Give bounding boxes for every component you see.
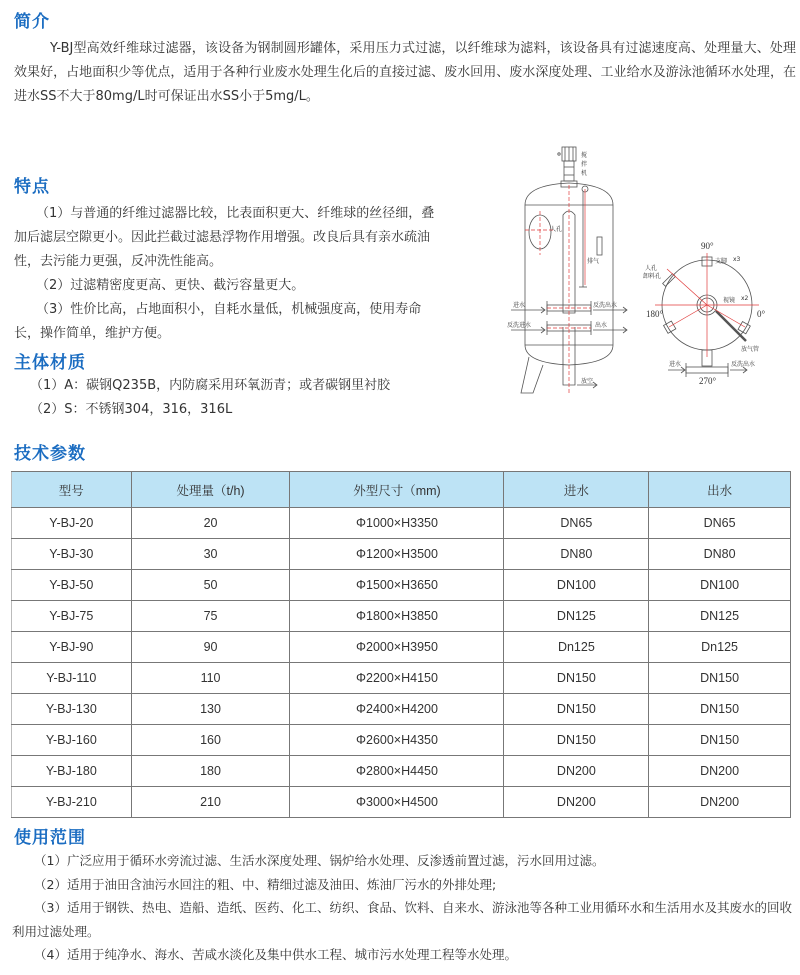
cell-model: Y-BJ-160 (12, 725, 132, 756)
materials-title: 主体材质 (14, 353, 86, 373)
label-support: 支脚 (715, 258, 728, 265)
air-pipe (716, 311, 746, 341)
label-mixer-2: 拌 (581, 161, 588, 168)
cell-model: Y-BJ-75 (12, 601, 132, 632)
usage-item: （3）适用于钢铁、热电、造船、造纸、医药、化工、纺织、食品、饮料、自来水、游泳池等各种工业用循环水和生活用水及其废水的回收利用过滤处理。 (12, 900, 792, 939)
table-header-row (12, 472, 791, 508)
cell-outlet: DN200 (649, 756, 791, 787)
cell-capacity: 180 (131, 756, 290, 787)
table-row (12, 570, 791, 601)
label-mixer-1: 搅 (581, 152, 588, 159)
cell-outlet: DN150 (649, 663, 791, 694)
cell-dimensions: Φ2800×H4450 (290, 756, 504, 787)
cell-inlet: DN100 (504, 570, 649, 601)
label-top-backwash-out: 反洗出水 (731, 361, 756, 368)
filter-diagram (505, 145, 795, 395)
cell-model: Y-BJ-130 (12, 694, 132, 725)
feature-item: （3）性价比高，占地面积小，自耗水量低，机械强度高，使用寿命长，操作简单，维护方便。 (14, 302, 422, 341)
label-backwash-in: 反洗进水 (507, 322, 532, 329)
cell-model: Y-BJ-210 (12, 787, 132, 818)
cell-inlet: DN150 (504, 663, 649, 694)
cell-model: Y-BJ-90 (12, 632, 132, 663)
label-top-manhole: 人孔 (645, 265, 658, 272)
material-item: （2）S：不锈钢304，316，316L (30, 402, 233, 417)
label-90: 90° (701, 241, 714, 251)
label-manhole: 人孔 (550, 226, 563, 233)
feature-item: （2）过滤精密度更高、更快、截污容量更大。 (36, 278, 305, 293)
cell-model: Y-BJ-110 (12, 663, 132, 694)
specs-title: 技术参数 (14, 444, 86, 464)
header-outlet: 出水 (649, 472, 791, 508)
cell-capacity: 90 (131, 632, 290, 663)
label-sight-count: x2 (741, 295, 749, 302)
top-view-centerlines (655, 253, 759, 357)
cell-capacity: 210 (131, 787, 290, 818)
cell-outlet: DN65 (649, 508, 791, 539)
intro-title: 简介 (14, 12, 50, 32)
cell-dimensions: Φ2200×H4150 (290, 663, 504, 694)
label-0: 0° (757, 309, 766, 319)
cell-dimensions: Φ1500×H3650 (290, 570, 504, 601)
label-support-count: x3 (733, 256, 741, 263)
cell-capacity: 130 (131, 694, 290, 725)
cell-model: Y-BJ-180 (12, 756, 132, 787)
table-row (12, 725, 791, 756)
label-top-inlet: 进水 (669, 361, 682, 368)
label-sight: 视镜 (723, 297, 736, 304)
usage-title: 使用范围 (14, 828, 86, 848)
table-row (12, 632, 791, 663)
label-backwash-out: 反洗出水 (593, 302, 618, 309)
cell-outlet: DN80 (649, 539, 791, 570)
usage-item: （1）广泛应用于循环水旁流过滤、生活水深度处理、锅炉给水处理、反渗透前置过滤，污水回用过滤。 (34, 853, 605, 868)
table-row (12, 787, 791, 818)
cell-outlet: Dn125 (649, 632, 791, 663)
cell-inlet: DN200 (504, 756, 649, 787)
cell-dimensions: Φ2400×H4200 (290, 694, 504, 725)
cell-model: Y-BJ-50 (12, 570, 132, 601)
label-vent: 排气 (587, 258, 600, 265)
cell-inlet: DN200 (504, 787, 649, 818)
material-item: （1）A：碳钢Q235B，内防腐采用环氧沥青；或者碳钢里衬胶 (30, 378, 391, 393)
cell-inlet: Dn125 (504, 632, 649, 663)
feature-item: （1）与普通的纤维过滤器比较，比表面积更大、纤维球的丝径细，叠加后滤层空隙更小。因此拦截过滤悬浮物作用增强。改良后具有亲水疏油性，去污能力更强，反冲洗性能高。 (14, 206, 435, 269)
header-capacity: 处理量（t/h) (131, 472, 290, 508)
table-row (12, 756, 791, 787)
label-180: 180° (646, 309, 664, 319)
usage-list (12, 849, 797, 967)
header-dimensions: 外型尺寸（mm) (290, 472, 504, 508)
cell-outlet: DN125 (649, 601, 791, 632)
cell-dimensions: Φ3000×H4500 (290, 787, 504, 818)
label-unload: 卸料孔 (643, 273, 662, 280)
cell-outlet: DN150 (649, 725, 791, 756)
cell-capacity: 110 (131, 663, 290, 694)
header-model: 型号 (12, 472, 132, 508)
table-row (12, 508, 791, 539)
cell-dimensions: Φ2600×H4350 (290, 725, 504, 756)
cell-dimensions: Φ1200×H3500 (290, 539, 504, 570)
cell-outlet: DN150 (649, 694, 791, 725)
cell-capacity: 30 (131, 539, 290, 570)
label-270: 270° (699, 376, 717, 386)
cell-model: Y-BJ-30 (12, 539, 132, 570)
usage-item: （2）适用于油田含油污水回注的粗、中、精细过滤及油田、炼油厂污水的外排处理; (34, 876, 497, 892)
label-air-pipe: 放气管 (741, 346, 760, 353)
table-row (12, 694, 791, 725)
label-outlet: 出水 (595, 322, 608, 329)
label-drain: 放空 (581, 378, 594, 385)
cell-inlet: DN150 (504, 725, 649, 756)
table-row (12, 663, 791, 694)
table-row (12, 601, 791, 632)
cell-dimensions: Φ1000×H3350 (290, 508, 504, 539)
label-mixer-3: 机 (581, 170, 588, 177)
features-title: 特点 (14, 177, 50, 197)
specs-table (11, 471, 791, 818)
cell-capacity: 50 (131, 570, 290, 601)
cell-dimensions: Φ1800×H3850 (290, 601, 504, 632)
cell-inlet: DN80 (504, 539, 649, 570)
cell-outlet: DN200 (649, 787, 791, 818)
cell-capacity: 75 (131, 601, 290, 632)
usage-item: （4）适用于纯净水、海水、苦咸水淡化及集中供水工程、城市污水处理工程等水处理。 (34, 947, 517, 962)
cell-model: Y-BJ-20 (12, 508, 132, 539)
cell-inlet: DN150 (504, 694, 649, 725)
header-inlet: 进水 (504, 472, 649, 508)
cell-inlet: DN65 (504, 508, 649, 539)
cell-dimensions: Φ2000×H3950 (290, 632, 504, 663)
intro-text: Y-BJ型高效纤维球过滤器，该设备为钢制圆形罐体，采用压力式过滤，以纤维球为滤料，该设备具有过滤速度高、处理量大、处理效果好，占地面积少等优点，适用于各种行业废水处理生化后的直接过滤、废水回用、废水深度处理、工业给水及游泳池循环水处理，在进水SS不大于80mg/L时可保证出水SS小于5mg/L。 (14, 41, 796, 104)
cell-outlet: DN100 (649, 570, 791, 601)
table-row (12, 539, 791, 570)
cell-inlet: DN125 (504, 601, 649, 632)
label-inlet: 进水 (513, 302, 526, 309)
materials-list (30, 374, 500, 422)
cell-capacity: 20 (131, 508, 290, 539)
features-list (14, 202, 444, 346)
cell-capacity: 160 (131, 725, 290, 756)
